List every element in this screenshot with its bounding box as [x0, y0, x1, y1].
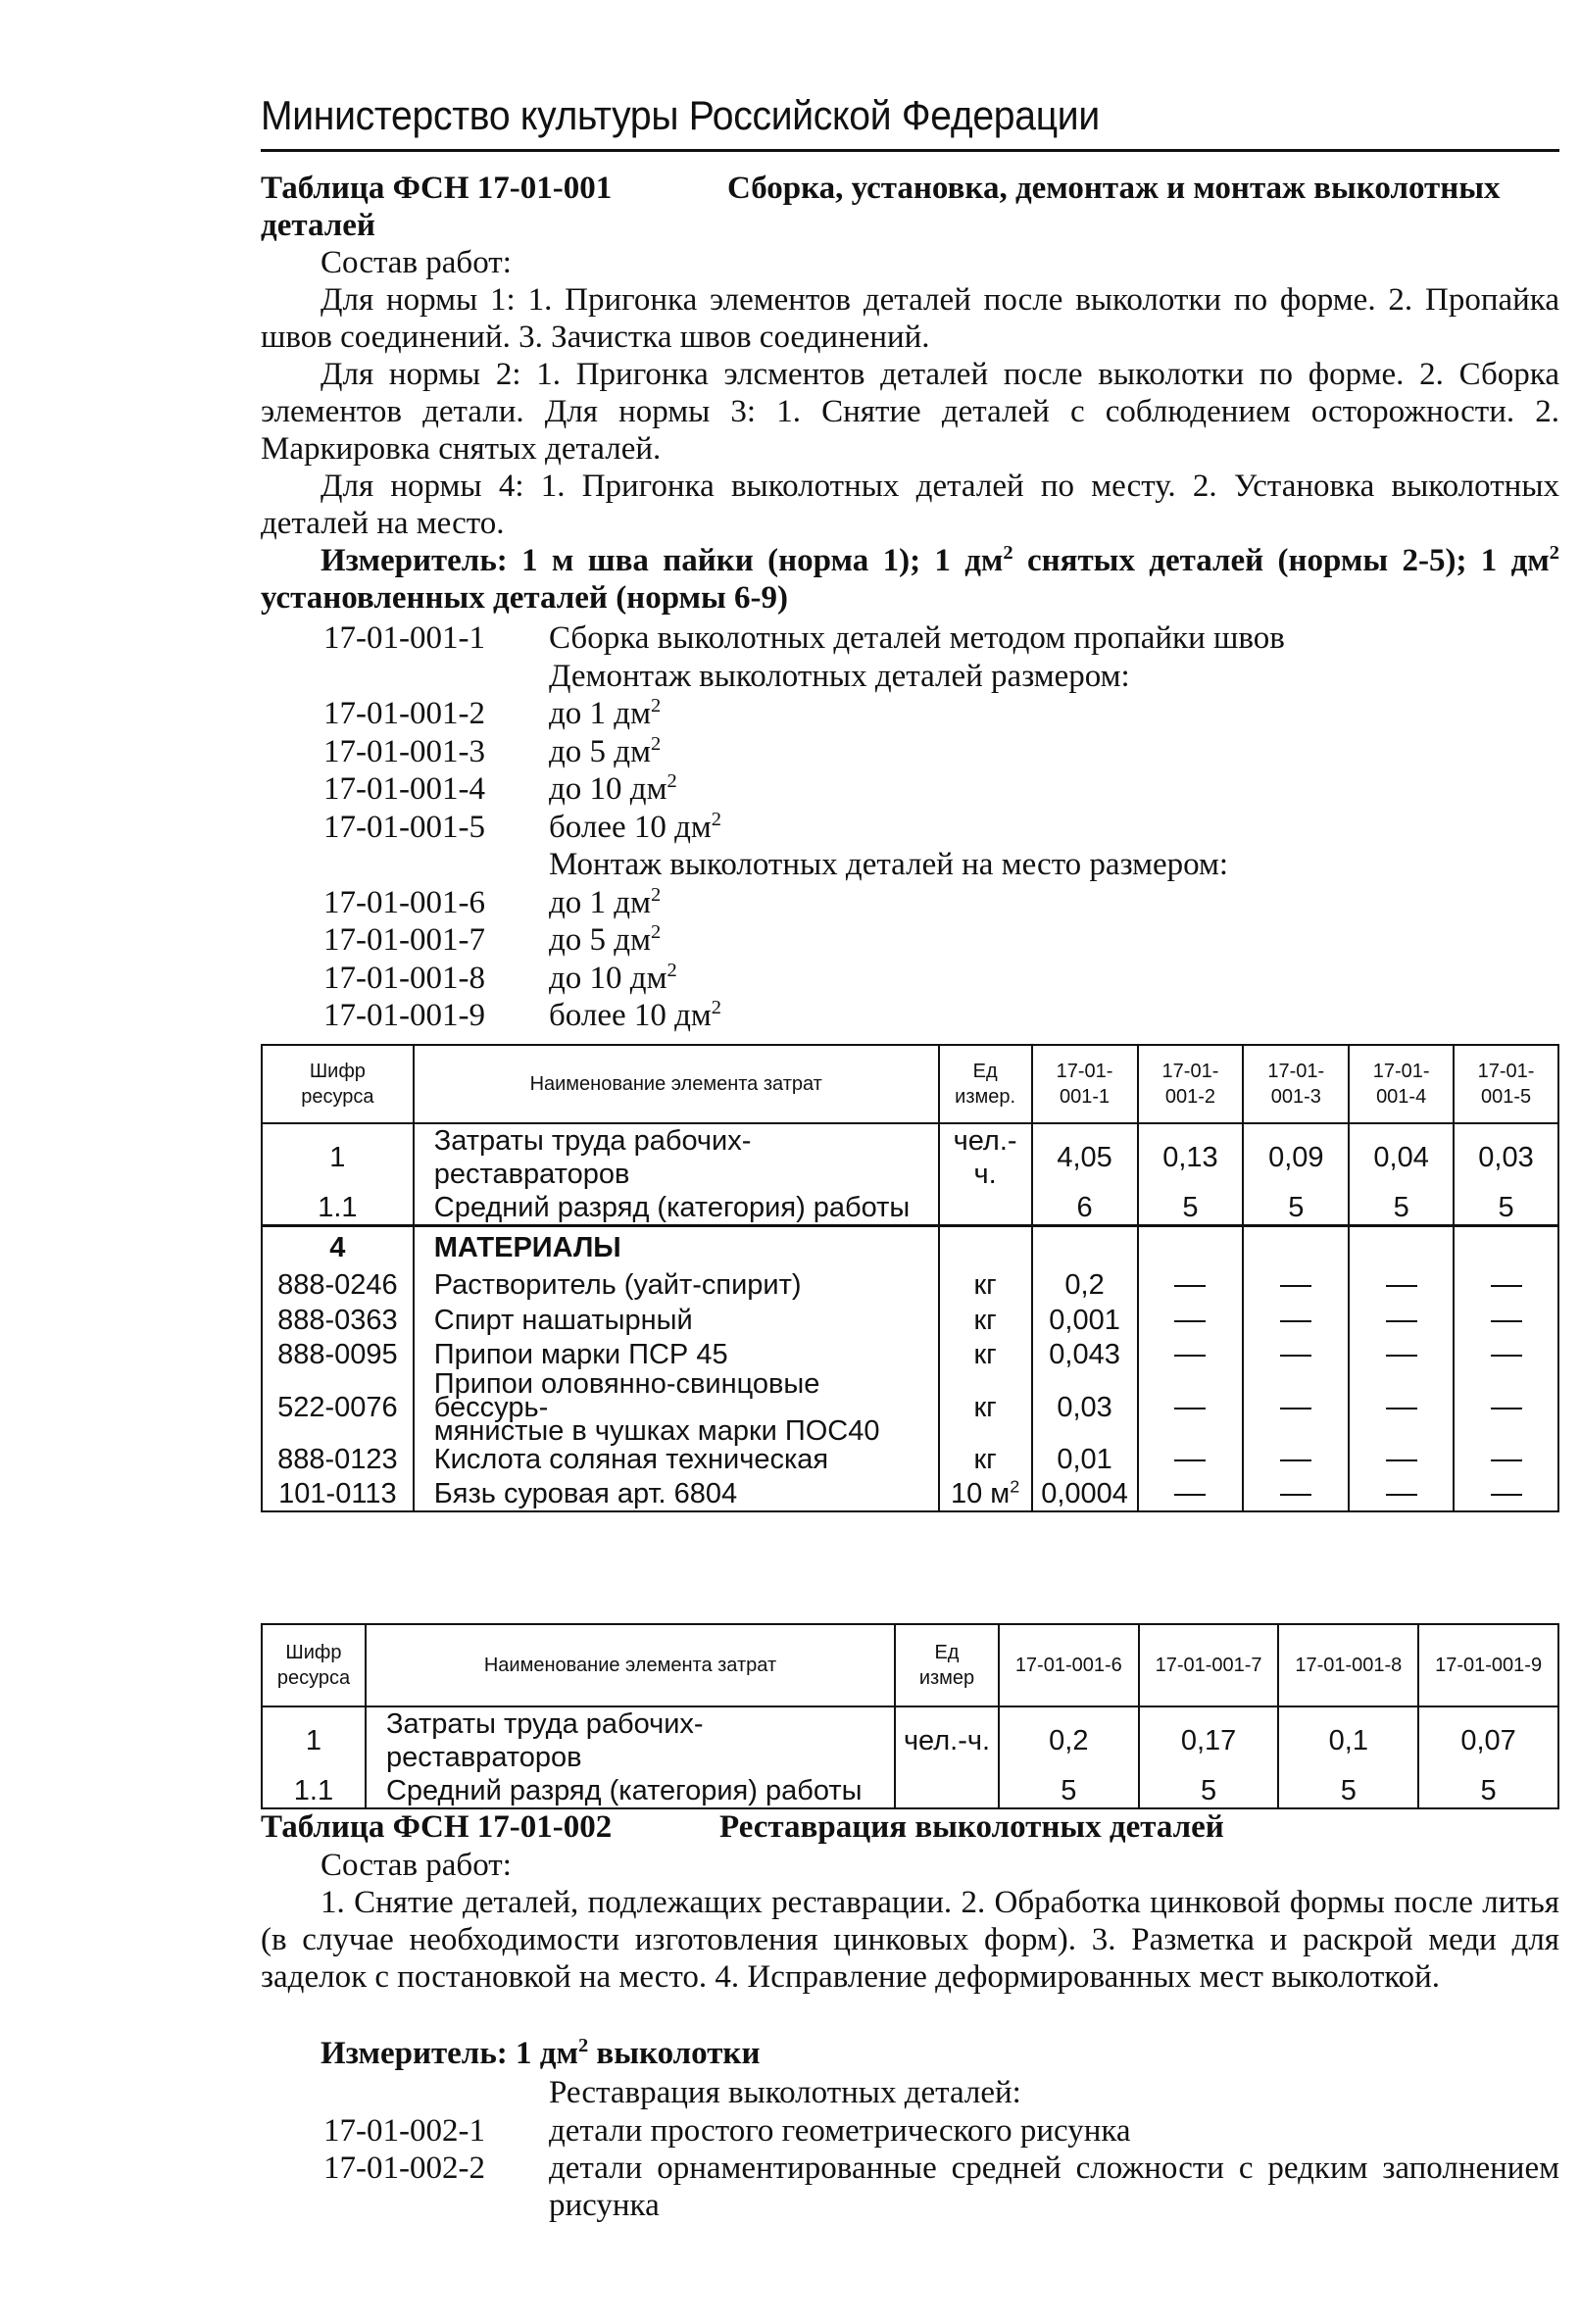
norm-code: 17-01-001-3 — [323, 733, 485, 769]
cell-value: 0,043 — [1032, 1338, 1138, 1372]
cell-value: 0,01 — [1032, 1443, 1138, 1477]
header-col: 17-01- 001-3 — [1243, 1045, 1349, 1123]
cell-value — [1138, 1226, 1244, 1268]
norm-text: более 10 $дм^2$ — [549, 997, 722, 1033]
meter-sup: 2 — [1003, 542, 1013, 564]
norm-code: 17-01-001-5 — [323, 809, 485, 845]
dash-mark — [1491, 1355, 1522, 1357]
cell-value: 0,09 — [1243, 1123, 1349, 1191]
cell-value — [1243, 1372, 1349, 1443]
header-col: 17-01- 001-2 — [1138, 1045, 1244, 1123]
norm-code: 17-01-001-7 — [323, 922, 485, 958]
cell-name: Средний разряд (категория) работы — [366, 1774, 895, 1808]
dash-mark — [1491, 1285, 1522, 1287]
dash-mark — [1491, 1459, 1522, 1461]
dash-mark — [1491, 1494, 1522, 1496]
norm-text: более 10 $дм^2$ — [549, 808, 722, 845]
dash-mark — [1386, 1494, 1417, 1496]
cell-ed — [939, 1191, 1032, 1226]
norm-row — [323, 809, 1285, 847]
cell-ed: кг — [939, 1303, 1032, 1338]
norm-row — [323, 2112, 1559, 2151]
cell-value — [1138, 1338, 1244, 1372]
table-row — [262, 1123, 1558, 1191]
header-name: Наименование элемента затрат — [366, 1624, 895, 1706]
cell-name: Кислота соляная техническая — [414, 1443, 939, 1477]
dash-mark — [1280, 1320, 1311, 1322]
dash-mark — [1174, 1355, 1206, 1357]
cell-value — [1138, 1268, 1244, 1303]
cell-value — [1349, 1226, 1454, 1268]
cell-value: 0,001 — [1032, 1303, 1138, 1338]
cell-shifr: 888-0095 — [262, 1338, 414, 1372]
table2-sostav: Состав работ: — [321, 1848, 512, 1883]
cell-value — [1349, 1303, 1454, 1338]
cell-value — [1454, 1477, 1558, 1511]
norm-code: 17-01-001-1 — [323, 620, 485, 656]
dash-mark — [1280, 1494, 1311, 1496]
norm-code: 17-01-001-4 — [323, 771, 485, 807]
cell-shifr: 888-0246 — [262, 1268, 414, 1303]
cell-value: 0,1 — [1278, 1706, 1418, 1774]
table1-title-line1: Сборка, установка, демонтаж и монтаж выколотных — [727, 171, 1501, 206]
table1-paragraph-2: Для нормы 2: 1. Пригонка элсментов деталей после выколотки по форме. 2. Сборка элементов детали. Для нормы 3: 1. Снятие деталей с соблюдением осторожности. 2. Маркировка снятых деталей. — [261, 357, 1559, 467]
norm-text: детали простого геометрического рисунка — [549, 2112, 1131, 2149]
dash-mark — [1386, 1320, 1417, 1322]
cell-value: 6 — [1032, 1191, 1138, 1226]
header-ed: Ед измер. — [939, 1045, 1032, 1123]
cell-value — [1349, 1443, 1454, 1477]
cell-shifr: 888-0363 — [262, 1303, 414, 1338]
cell-value: 5 — [1278, 1774, 1418, 1808]
cell-value — [1454, 1303, 1558, 1338]
norm-text: до 10 $дм^2$ — [549, 770, 677, 807]
cell-ed: кг — [939, 1372, 1032, 1443]
table1-norms-list — [323, 619, 1285, 1035]
cell-name: Припои оловянно-свинцовые бессурь- мянистые в чушках марки ПОС40 — [414, 1372, 939, 1443]
cell-name: Припои марки ПСР 45 — [414, 1338, 939, 1372]
table1-code: Таблица ФСН 17-01-001 — [261, 171, 613, 206]
cell-value — [1454, 1226, 1558, 1268]
norm-row — [323, 695, 1285, 733]
resource-table-2 — [261, 1623, 1559, 1809]
table2-code: Таблица ФСН 17-01-002 — [261, 1809, 613, 1845]
cell-ed: чел.-ч. — [895, 1706, 999, 1774]
norm-row — [323, 2074, 1559, 2112]
table-row — [262, 1338, 1558, 1372]
cell-value — [1138, 1303, 1244, 1338]
table2-norms-list — [323, 2074, 1559, 2224]
cell-name: Спирт нашатырный — [414, 1303, 939, 1338]
cell-value — [1243, 1226, 1349, 1268]
norm-row — [323, 619, 1285, 658]
header-shifr: Шифр ресурса — [262, 1624, 366, 1706]
table-row — [262, 1774, 1558, 1808]
table-header-row — [262, 1624, 1558, 1706]
cell-value — [1243, 1303, 1349, 1338]
cell-ed — [939, 1226, 1032, 1268]
norm-row — [323, 2150, 1559, 2224]
cell-value: 0,2 — [1032, 1268, 1138, 1303]
cell-ed — [895, 1774, 999, 1808]
dash-mark — [1174, 1459, 1206, 1461]
table2-meter — [321, 2035, 760, 2072]
cell-value — [1138, 1372, 1244, 1443]
header-ed: Ед измер — [895, 1624, 999, 1706]
cell-value: 4,05 — [1032, 1123, 1138, 1191]
cell-shifr: 1.1 — [262, 1191, 414, 1226]
dash-mark — [1174, 1320, 1206, 1322]
cell-shifr: 1.1 — [262, 1774, 366, 1808]
meter-sup: 2 — [577, 2035, 589, 2056]
norm-code — [323, 846, 549, 884]
header-col: 17-01-001-9 — [1418, 1624, 1558, 1706]
dash-mark — [1280, 1285, 1311, 1287]
cell-name: Средний разряд (категория) работы — [414, 1191, 939, 1226]
table2-title-text: Реставрация выколотных деталей — [719, 1809, 1224, 1845]
norm-row — [323, 921, 1285, 960]
cell-ed: кг — [939, 1443, 1032, 1477]
cell-value — [1349, 1268, 1454, 1303]
norm-code — [323, 658, 549, 696]
table-row — [262, 1477, 1558, 1511]
cell-value: 0,04 — [1349, 1123, 1454, 1191]
cell-shifr: 888-0123 — [262, 1443, 414, 1477]
norm-code: 17-01-002-1 — [323, 2112, 485, 2149]
table1-paragraph-3: Для нормы 4: 1. Пригонка выколотных деталей по месту. 2. Установка выколотных деталей на место. — [261, 469, 1559, 541]
cell-value: 5 — [1139, 1774, 1279, 1808]
norm-code: 17-01-001-9 — [323, 998, 485, 1033]
norm-row — [323, 846, 1285, 884]
cell-name: Затраты труда рабочих-реставраторов — [366, 1706, 895, 1774]
dash-mark — [1174, 1285, 1206, 1287]
dash-mark — [1280, 1408, 1311, 1409]
norm-text: Сборка выколотных деталей методом пропайки швов — [549, 620, 1285, 656]
dash-mark — [1386, 1285, 1417, 1287]
table2-paragraph: 1. Снятие деталей, подлежащих реставрации. 2. Обработка цинковой формы после литья (в случае необходимости изготовления цинковых форм). 3. Разметка и раскрой меди для заделок с постановкой на место. 4. Исправление деформированных мест выколоткой. — [261, 1885, 1559, 1995]
cell-value — [1349, 1372, 1454, 1443]
cell-value: 5 — [1243, 1191, 1349, 1226]
dash-mark — [1386, 1459, 1417, 1461]
header-col: 17-01-001-8 — [1278, 1624, 1418, 1706]
table-row — [262, 1372, 1558, 1443]
cell-value: 5 — [1454, 1191, 1558, 1226]
cell-value — [1454, 1268, 1558, 1303]
norm-row — [323, 884, 1285, 922]
dash-mark — [1174, 1494, 1206, 1496]
cell-value — [1032, 1226, 1138, 1268]
header-col: 17-01- 001-4 — [1349, 1045, 1454, 1123]
table-row — [262, 1443, 1558, 1477]
cell-value: 5 — [1138, 1191, 1244, 1226]
cell-value — [1138, 1477, 1244, 1511]
norm-text: детали орнаментированные средней сложности с редким заполнением рисунка — [549, 2151, 1559, 2223]
norm-group: Реставрация выколотных деталей: — [549, 2075, 1021, 2110]
norm-code: 17-01-001-8 — [323, 960, 485, 996]
cell-shifr: 101-0113 — [262, 1477, 414, 1511]
norm-text: до 1 $дм^2$ — [549, 695, 662, 731]
norm-row — [323, 733, 1285, 771]
cell-shifr: 1 — [262, 1706, 366, 1774]
cell-value: 0,03 — [1032, 1372, 1138, 1443]
resource-table-1 — [261, 1044, 1559, 1512]
norm-text: до 5 $дм^2$ — [549, 921, 662, 958]
norm-row — [323, 960, 1285, 998]
cell-value — [1243, 1443, 1349, 1477]
cell-ed: 10 $м^2$ — [939, 1477, 1032, 1511]
norm-code: 17-01-001-2 — [323, 696, 485, 731]
cell-shifr: 1 — [262, 1123, 414, 1191]
table1-paragraph-1: Для нормы 1: 1. Пригонка элементов деталей после выколотки по форме. 2. Пропайка швов соединений. 3. Зачистка швов соединений. — [261, 282, 1559, 355]
table2-title — [261, 1808, 1559, 1846]
header-shifr: Шифр ресурса — [262, 1045, 414, 1123]
header-rule — [261, 149, 1559, 152]
header-col: 17-01- 001-5 — [1454, 1045, 1558, 1123]
norm-row — [323, 770, 1285, 809]
norm-code: 17-01-002-2 — [323, 2151, 485, 2186]
cell-name: Затраты труда рабочих-реставраторов — [414, 1123, 939, 1191]
norm-text: Демонтаж выколотных деталей размером: — [549, 658, 1130, 694]
table1-sostav: Состав работ: — [321, 245, 512, 280]
norm-row — [323, 997, 1285, 1035]
cell-value — [1349, 1477, 1454, 1511]
table-row — [262, 1191, 1558, 1226]
cell-value — [1243, 1338, 1349, 1372]
table-row — [262, 1706, 1558, 1774]
cell-name: Растворитель (уайт-спирит) — [414, 1268, 939, 1303]
table-header-row — [262, 1045, 1558, 1123]
table1-meter — [261, 542, 1559, 617]
dash-mark — [1280, 1355, 1311, 1357]
cell-value: 0,03 — [1454, 1123, 1558, 1191]
table1-title-line2: деталей — [261, 208, 375, 243]
cell-ed: чел.-ч. — [939, 1123, 1032, 1191]
cell-name: МАТЕРИАЛЫ — [414, 1226, 939, 1268]
norm-text: Монтаж выколотных деталей на место размером: — [549, 847, 1229, 882]
meter-sup: 2 — [1549, 542, 1559, 564]
cell-value — [1454, 1372, 1558, 1443]
meter-part-b: выколотки — [588, 2036, 761, 2071]
dash-mark — [1491, 1408, 1522, 1409]
meter-part-b: снятых деталей (нормы 2-5); 1 дм — [1012, 543, 1550, 578]
header-name: Наименование элемента затрат — [414, 1045, 939, 1123]
norm-text: до 1 $дм^2$ — [549, 883, 662, 920]
cell-value: 0,2 — [999, 1706, 1139, 1774]
header-col: 17-01- 001-1 — [1032, 1045, 1138, 1123]
cell-value: 0,17 — [1139, 1706, 1279, 1774]
cell-value — [1243, 1268, 1349, 1303]
cell-value: 5 — [1418, 1774, 1558, 1808]
dash-mark — [1386, 1355, 1417, 1357]
meter-part-c: установленных деталей (нормы 6-9) — [261, 580, 789, 616]
cell-value: 0,13 — [1138, 1123, 1244, 1191]
header-col: 17-01-001-6 — [999, 1624, 1139, 1706]
cell-value: 5 — [1349, 1191, 1454, 1226]
cell-ed: кг — [939, 1338, 1032, 1372]
cell-value — [1454, 1443, 1558, 1477]
meter-part-a: Измеритель: 1 дм — [321, 2036, 578, 2071]
cell-ed: кг — [939, 1268, 1032, 1303]
norm-code: 17-01-001-6 — [323, 884, 485, 920]
header-col: 17-01-001-7 — [1139, 1624, 1279, 1706]
norm-row — [323, 658, 1285, 696]
table-row — [262, 1268, 1558, 1303]
cell-value — [1243, 1477, 1349, 1511]
meter-part-a: Измеритель: 1 м шва пайки (норма 1); 1 дм — [321, 543, 1004, 578]
cell-shifr: 4 — [262, 1226, 414, 1268]
cell-value — [1454, 1338, 1558, 1372]
cell-value: 0,0004 — [1032, 1477, 1138, 1511]
table-row — [262, 1226, 1558, 1268]
cell-value: 5 — [999, 1774, 1139, 1808]
cell-name: Бязь суровая арт. 6804 — [414, 1477, 939, 1511]
dash-mark — [1174, 1408, 1206, 1409]
dash-mark — [1280, 1459, 1311, 1461]
table1-title — [261, 170, 1559, 207]
dash-mark — [1386, 1408, 1417, 1409]
norm-text: до 5 $дм^2$ — [549, 732, 662, 769]
cell-value — [1349, 1338, 1454, 1372]
dash-mark — [1491, 1320, 1522, 1322]
norm-text: до 10 $дм^2$ — [549, 959, 677, 996]
running-header: Министерство культуры Российской Федерации — [261, 92, 1100, 138]
cell-value: 0,07 — [1418, 1706, 1558, 1774]
table-row — [262, 1303, 1558, 1338]
cell-shifr: 522-0076 — [262, 1372, 414, 1443]
cell-value — [1138, 1443, 1244, 1477]
